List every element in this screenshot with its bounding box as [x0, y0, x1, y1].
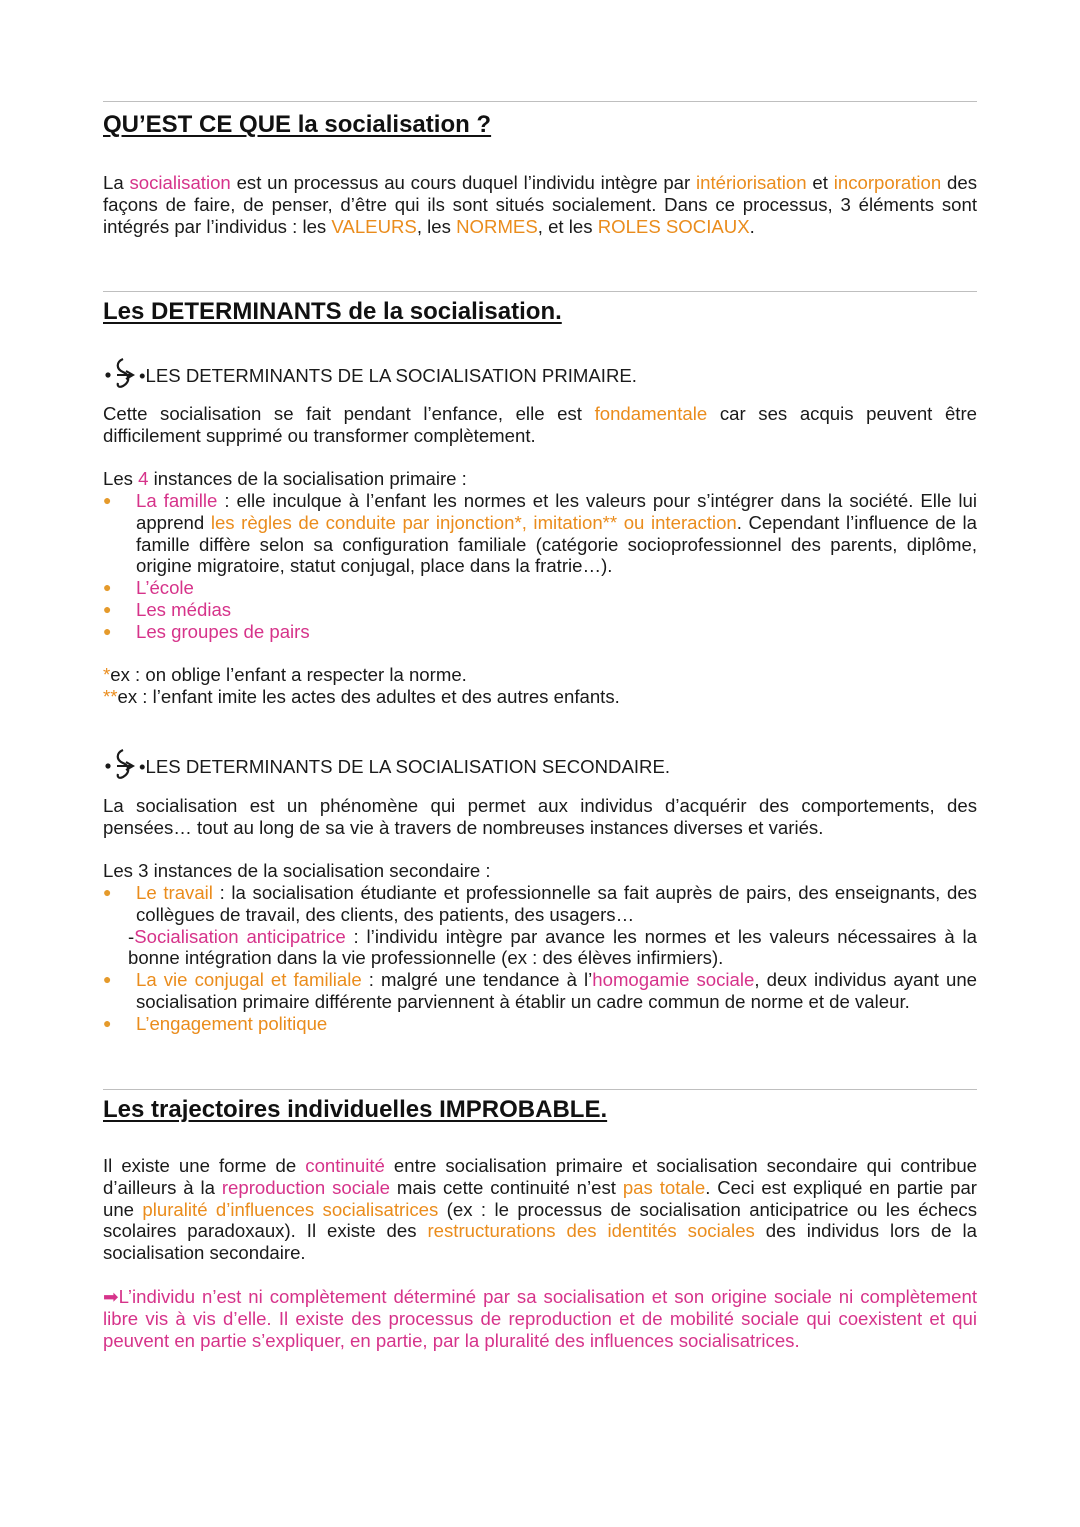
primary-intro: Cette socialisation se fait pendant l’enfance, elle est fondamentale car ses acquis peuvent être difficilement supprimé ou transformer complètement. — [103, 403, 977, 446]
secondary-count: Les 3 instances de la socialisation secondaire : — [103, 860, 491, 881]
subheading-primary — [103, 358, 637, 394]
subheading-secondary-text: •LES DETERMINANTS DE LA SOCIALISATION SECONDAIRE. — [139, 756, 671, 777]
list-item: ● La vie conjugal et familiale : malgré une tendance à l’homogamie sociale, deux individus ayant une socialisation primaire différente parviennent à établir un cadre commun de norme et de valeur. — [103, 969, 977, 1012]
list-item-anticipatory: -Socialisation anticipatrice : l’individu intègre par avance les normes et les valeurs nécessaires à la bonne intégration dans la vie professionnelle (ex : des élèves infirmiers). — [128, 925, 977, 969]
list-item: ● Les médias — [103, 598, 232, 620]
primary-instances-list — [103, 490, 977, 643]
divider — [103, 1089, 977, 1090]
section-title-trajectories: Les trajectoires individuelles IMPROBABLE. — [103, 1096, 608, 1123]
primary-count: Les 4 instances de la socialisation primaire : — [103, 468, 467, 489]
section-title-determinants: Les DETERMINANTS de la socialisation. — [103, 298, 562, 325]
footnote-2: **ex : l’enfant imite les actes des adultes et des autres enfants. — [103, 686, 620, 707]
secondary-instances-list — [103, 882, 977, 1035]
section-title-what-is: QU’EST CE QUE la socialisation ? — [103, 111, 492, 138]
divider — [103, 291, 977, 292]
subheading-primary-text: •LES DETERMINANTS DE LA SOCIALISATION PRIMAIRE. — [139, 365, 637, 386]
bullet-icon: ● — [103, 884, 112, 900]
bullet-icon: ● — [103, 1014, 112, 1031]
bullet-icon: ● — [103, 971, 112, 988]
secondary-intro: La socialisation est un phénomène qui permet aux individus d’acquérir des comportements, des pensées… tout au long de sa vie à travers de nombreuses instances diverses et variés. — [103, 795, 977, 838]
list-item: ● L’école — [103, 577, 194, 599]
bullet-icon: ● — [103, 492, 112, 508]
bullet-icon: ● — [103, 579, 112, 596]
divider — [103, 101, 977, 102]
arrow-icon: ➡ — [103, 1286, 119, 1307]
clef-icon — [103, 747, 139, 783]
subheading-secondary — [103, 749, 670, 785]
list-item: ● L’engagement politique — [103, 1012, 328, 1034]
trajectories-paragraph: Il existe une forme de continuité entre socialisation primaire et socialisation secondaire qui contribue d’ailleurs à la reproduction sociale mais cette continuité n’est pas totale. Ceci est expliqué en partie par une pluralité d’influences socialisatrices (ex : le processus de socialisation anticipatrice ou les échecs scolaires paradoxaux). Il existe des restructurations des identités sociales des individus lors de la socialisation secondaire. — [103, 1155, 977, 1264]
conclusion-paragraph: ➡L’individu n’est ni complètement déterminé par sa socialisation et son origine sociale ni complètement libre vis à vis d’elle. Il existe des processus de reproduction et de mobilité sociale qui coexistent et qui peuvent en partie s’expliquer, en partie, par la pluralité des influences socialisatrices. — [103, 1286, 977, 1351]
clef-icon — [103, 356, 139, 392]
bullet-icon: ● — [103, 600, 112, 617]
list-item: ● Les groupes de pairs — [103, 620, 310, 642]
definition-paragraph: La socialisation est un processus au cours duquel l’individu intègre par intériorisation et incorporation des façons de faire, de penser, d’être qui ils sont situés socialement. Dans ce processus, 3 éléments sont intégrés par l’individus : les VALEURS, les NORMES, et les ROLES SOCIAUX. — [103, 172, 977, 237]
list-item: ● La famille : elle inculque à l’enfant les normes et les valeurs pour s’intégrer dans la société. Elle lui apprend les règles de conduite par injonction*, imitation** ou interaction. Cependant l’influence de la famille diffère selon sa configuration familiale (catégorie socioprofessionnel des parents, diplôme, origine migratoire, statut conjugal, place dans la fratrie…). — [103, 490, 978, 577]
bullet-icon: ● — [103, 622, 112, 639]
footnote-1: *ex : on oblige l’enfant a respecter la norme. — [103, 664, 467, 685]
list-item: ● Le travail : la socialisation étudiante et professionnelle sa fait auprès de pairs, des enseignants, des collègues de travail, des clients, des patients, des usagers… — [103, 882, 977, 925]
